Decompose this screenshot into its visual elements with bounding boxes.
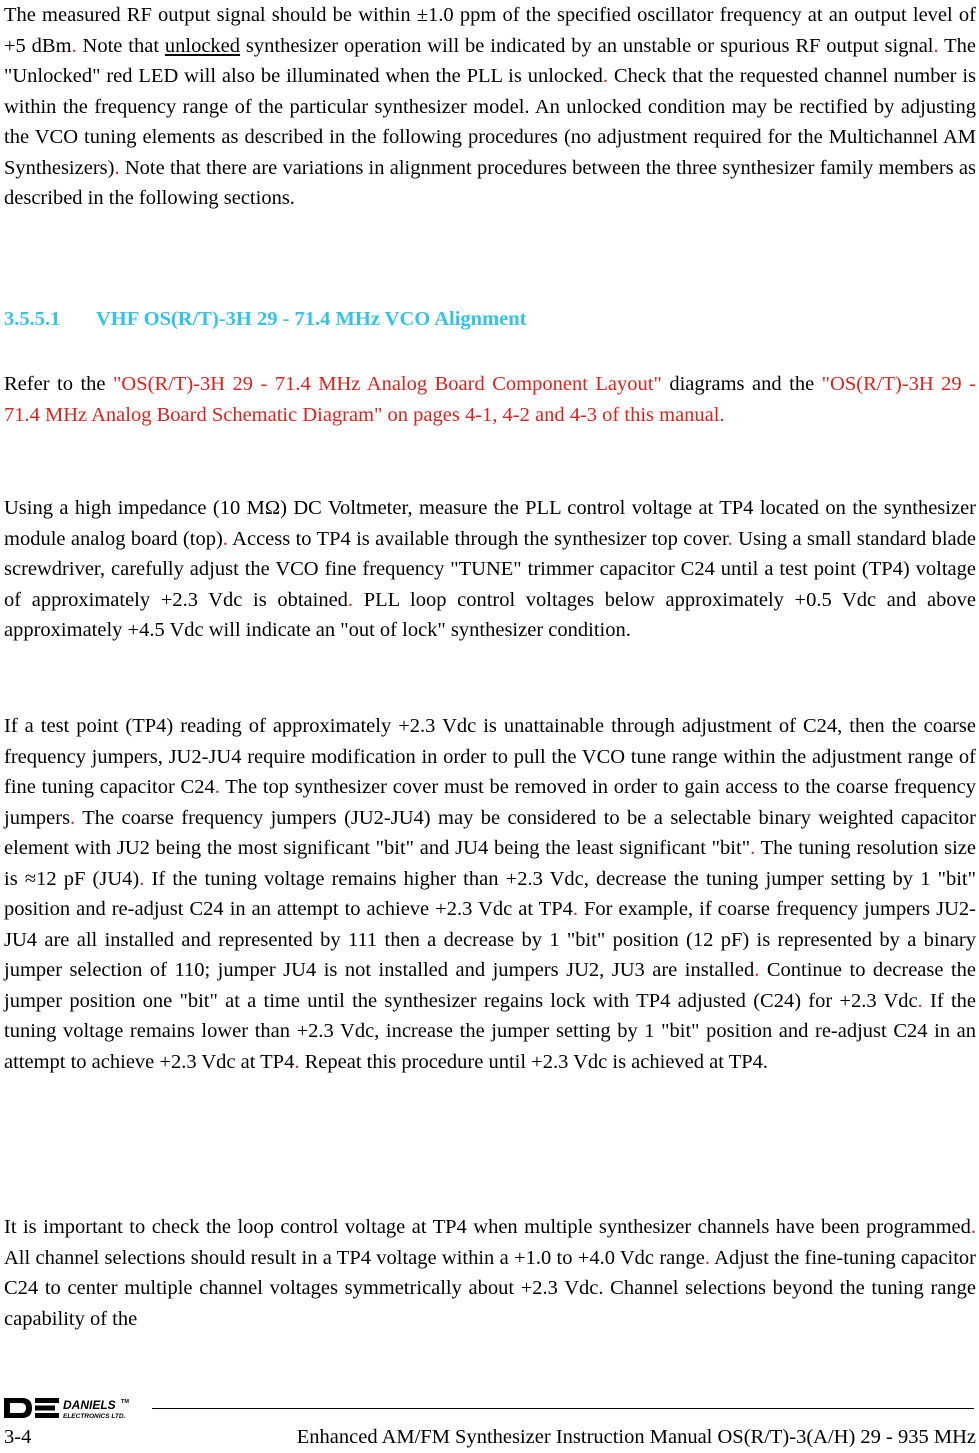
text-run: Refer to the [4,373,114,395]
document-reference-link[interactable]: "OS(R/T)-3H 29 - 71.4 MHz Analog Board Component Layout" [113,373,662,395]
text-run: The tuning resolution size is ≈12 pF (JU4) [4,837,976,890]
text-run: Note that there are variations in alignment procedures between the three synthesizer family members as described in the following sections. [4,156,976,209]
text-run: Using a small standard blade screwdriver, carefully adjust the VCO fine frequency "TUNE" trimmer capacitor C24 until a test point (TP4) voltage of approximately +2.3 Vdc is obtained [4,527,976,611]
text-run: . [70,806,76,829]
text-run: . [222,527,228,550]
text-run: Adjust the fine-tuning capacitor C24 to center multiple channel voltages symmetrically about +2.3 Vdc. Channel selections beyond the tuning range capability of the [4,1246,977,1330]
text-run: . [602,65,608,87]
section-title: VHF OS(R/T)-3H 29 - 71.4 MHz VCO Alignment [96,308,527,330]
logo-subtitle: ELECTRONICS LTD. [63,1413,126,1420]
section-number: 3.5.5.1 [4,308,61,330]
text-run: . [294,1050,300,1073]
text-run: Check that the requested channel number is within the frequency range of the particular synthesizer model. An unlocked condition may be rectified by adjusting the VCO tuning elements as described in the following procedures (no adjustment required for the Multichannel AM Synthesizers) [4,65,976,179]
text-run: . [114,156,120,179]
logo-trademark: TM [121,1399,129,1405]
text-run: If a test point (TP4) reading of approximately +2.3 Vdc is unattainable through adjustment of C24, then the coarse frequency jumpers, JU2-JU4 require modification in order to pull the VCO tune range within the adjustment range of fine tuning capacitor C24 [4,715,976,798]
text-run: Using a high impedance (10 MΩ) DC Voltmeter, measure the PLL control voltage at TP4 located on the synthesizer module analog board (top) [4,497,976,550]
paragraph-rf-output [4,0,976,214]
text-run: Note that [76,34,165,57]
paragraph-coarse-jumpers [4,711,976,1077]
text-run: The coarse frequency jumpers (JU2-JU4) may be considered to be a selectable binary weighted capacitor element with JU2 being the most significant "bit" and JU4 being the least significant "bit" [4,806,976,859]
paragraph-multichannel [4,1212,976,1334]
text-run: . [727,527,733,550]
text-run: . [917,989,923,1012]
text-run: diagrams and the [661,373,822,395]
text-run: . [754,959,760,981]
daniels-logo [2,1396,152,1420]
text-run: Repeat this procedure until +2.3 Vdc is achieved at TP4. [299,1050,768,1073]
paragraph-voltmeter [4,493,976,646]
de-monogram-icon [4,1398,59,1418]
document-reference-link[interactable]: "OS(R/T)-3H 29 - 71.4 MHz Analog Board Schematic Diagram" on pages 4-1, 4-2 and 4-3 of this manual. [4,373,977,426]
text-run: synthesizer operation will be indicated by an unstable or spurious RF output signal [240,34,934,57]
text-run: If the tuning voltage remains lower than +2.3 Vdc, increase the jumper setting by 1 "bit" position and re-adjust C24 in an attempt to achieve +2.3 Vdc at TP4 [4,989,976,1073]
text-run: The "Unlocked" red LED will also be illuminated when the PLL is unlocked [4,34,976,87]
section-heading [4,308,526,331]
text-run: . [704,1246,710,1269]
manual-title: Enhanced AM/FM Synthesizer Instruction Manual OS(R/T)-3(A/H) 29 - 935 MHz [296,1426,976,1448]
text-run: . [71,34,77,57]
text-run: . [933,34,939,57]
text-run: Continue to decrease the jumper position one "bit" at a time until the synthesizer regains lock with TP4 adjusted (C24) for +2.3 Vdc [4,959,977,1012]
text-run: . [214,776,220,798]
text-run: . [750,837,756,859]
text-run: The top synthesizer cover must be removed in order to gain access to the coarse frequency jumpers [4,776,976,829]
text-run: It is important to check the loop control voltage at TP4 when multiple synthesizer channels have been programmed [4,1216,971,1238]
text-run: If the tuning voltage remains higher than +2.3 Vdc, decrease the tuning jumper setting by 1 "bit" position and re-adjust C24 in an attempt to achieve +2.3 Vdc at TP4 [4,867,976,920]
paragraph-refer [4,369,976,430]
text-run: All channel selections should result in a TP4 voltage within a +1.0 to +4.0 Vdc range [4,1246,705,1269]
underlined-word: unlocked [164,34,241,57]
text-run: . [347,588,354,611]
text-run: For example, if coarse frequency jumpers JU2-JU4 are all installed and represented by 111 then a decrease by 1 "bit" position (12 pF) is represented by a binary jumper selection of 110; jumper JU4 is not installed and jumpers JU2, JU3 are installed [4,898,976,981]
page-number: 3-4 [4,1426,32,1448]
text-run: . [970,1216,976,1238]
text-run: . [139,867,145,890]
text-run: PLL loop control voltages below approximately +0.5 Vdc and above approximately +4.5 Vdc will indicate an "out of lock" synthesizer condition. [4,588,976,641]
text-run: Access to TP4 is available through the synthesizer top cover [227,527,728,550]
text-run: The measured RF output signal should be within ±1.0 ppm of the specified oscillator frequency at an output level of +5 dBm [4,4,976,57]
footer-divider [152,1408,974,1409]
text-run: . [572,898,578,920]
logo-wordmark: DANIELS [63,1398,116,1412]
